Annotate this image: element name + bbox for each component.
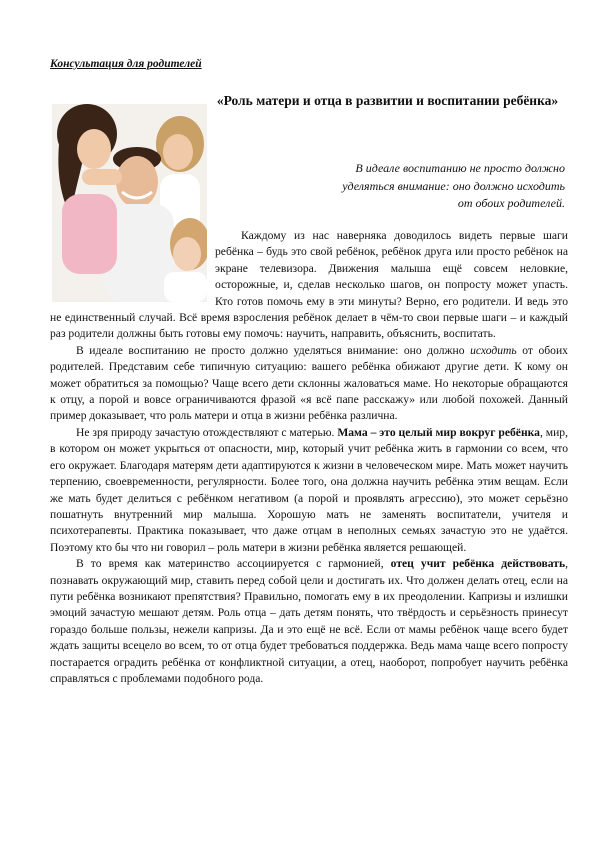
- paragraph-text: Каждому из нас наверняка доводилось видеть первые шаги ребёнка – будь это свой ребёнок, ребёнок друга или просто ребёнок на экране телевизора. Движения малыша ещё совсем неловкие, осторожные, и, сделав несколько шагов, он попросту может упасть. Кто готов помочь ему в эти минуты? Верно, его родители. И ведь это не единственный случай. Всё время взросления ребёнок делает в чём-то свои первые шаги – и каждый раз родители должны быть готовы ему помочь: научить, направить, объяснить, воспитать.: [50, 229, 568, 341]
- bold-text: отец учит ребёнка действовать: [390, 557, 566, 571]
- paragraph-text: , познавать окружающий мир, ставить перед собой цели и достигать их. Что должен делать отец, если на пути ребёнка возникают препятствия? Правильно, помогать ему в их преодолении. Капризы и излишки эмоций зачастую мешают детям. Роль отца – дать детям понять, что твёрдость и серьёзность принесут гораздо больше пользы, нежели капризы. Да и это ещё не всё. Если от мамы ребёнок чаще всего будет ждать защиты всецело во всем, то от отца будет требоваться поддержка. Ведь мама чаще всего попросту постарается оградить ребёнка от конфликтной ситуации, а отец, наоборот, попробует научить ребёнка справляться с проблемами подобного рода.: [50, 557, 568, 685]
- paragraph-mother: [50, 425, 568, 556]
- epigraph-line: от обоих родителей.: [457, 196, 565, 210]
- emphasis-text: исходить: [470, 343, 517, 357]
- paragraph-text: от обоих родителей. Представим себе типичную ситуацию: вашего ребёнка обижают другие дети. К кому он может обратиться за помощью? Чаще всего дети склонны жаловаться маме. Но некоторые обращаются к отцу, а порой и вовсе ограничиваются фразой «я всё папе расскажу» или любой похожей. Данный пример доказывает, что роль матери и отца в жизни ребёнка различна.: [50, 343, 568, 423]
- paragraph-both-parents: [50, 343, 568, 425]
- consultation-header: Консультация для родителей: [50, 58, 202, 70]
- paragraph-father: [50, 556, 568, 687]
- epigraph-line: уделяться внимание: оно должно исходить: [342, 178, 565, 193]
- page-title: «Роль матери и отца в развитии и воспитании ребёнка»: [216, 93, 559, 108]
- paragraph-text: , мир, в котором он может укрыться от опасности, мир, который учит ребёнка жить в гармонии со всем, что его окружает. Благодаря матерям дети адаптируются к жизни в человеческом мире. Мать может научить терпению, своевременности, регулярности. Более того, она должна научить ребёнка этим вещам. Если же мать будет делиться с ребёнком негативом (а порой и проявлять агрессию), это может серьёзно пошатнуть внутренний мир малыша. Хорошую мать не заменять воспитатели, учителя и психотерапевты. Практика показывает, что даже отцам в неполных семьях зачастую это не удаётся. Поэтому кто бы что ни говорил – роль матери в жизни ребёнка является решающей.: [50, 425, 568, 554]
- article-body: [50, 228, 568, 687]
- bold-text: Мама – это целый мир вокруг ребёнка: [337, 425, 540, 439]
- photo-wrap-spacer: [50, 228, 215, 310]
- paragraph-text: В то время как материнство ассоциируется с гармонией,: [76, 557, 391, 571]
- epigraph-line: В идеале воспитанию не просто должно: [355, 161, 565, 175]
- paragraph-text: Не зря природу зачастую отождествляют с матерью.: [76, 425, 338, 439]
- paragraph-text: В идеале воспитанию не просто должно уделяться внимание: оно должно: [76, 343, 471, 357]
- epigraph: [290, 160, 565, 213]
